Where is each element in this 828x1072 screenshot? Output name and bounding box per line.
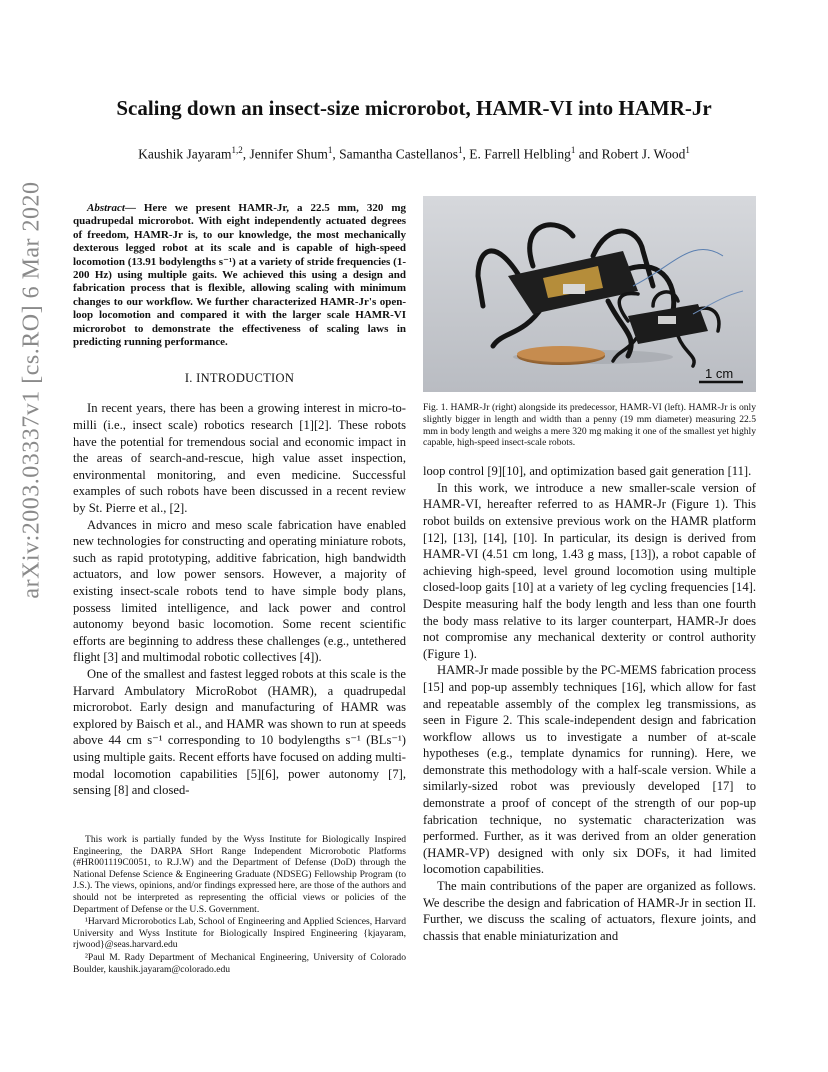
section-heading-introduction: I. INTRODUCTION: [184, 371, 295, 386]
author-separator: ,: [332, 146, 340, 162]
author-affiliation-marker: 1: [457, 145, 463, 155]
right-column: [423, 196, 756, 944]
author-affiliation-marker: 1: [570, 145, 576, 155]
right-paragraph-1: loop control [9][10], and optimization based gait generation [11].: [423, 464, 752, 479]
author-affiliation-marker: 1,2: [231, 145, 243, 155]
figure-1-photo: [423, 196, 756, 392]
author-name: Robert J. Wood: [601, 146, 686, 162]
robots-photo-illustration: [423, 196, 756, 392]
figure-1-caption: Fig. 1. HAMR-Jr (right) alongside its predecessor, HAMR-VI (left). HAMR-Jr is only slightly bigger in length and width than a penny (19 mm diameter) measuring 22.5 mm in body length and weighs a mere 320 mg making it one of the smallest yet highly capable, high-speed insect-scale robots.: [423, 402, 756, 449]
footnotes: [73, 834, 406, 976]
left-column: [73, 202, 406, 799]
abstract-label: Abstract: [87, 202, 125, 214]
abstract: [73, 202, 406, 349]
intro-paragraph-1: In recent years, there has been a growing interest in micro-to-milli (i.e., insect scale) robotics research [1][2]. These robots have the potential for tremendous social and economic impact in the areas of search-and-rescue, high value asset inspection, environmental monitoring, and even medicine. Successful examples of such robots have been discussed in a recent review by St. Pierre et al., [2].: [73, 401, 406, 516]
intro-paragraph-3: One of the smallest and fastest legged robots at this scale is the Harvard Ambulatory MicroRobot (HAMR), a quadrupedal microrobot. Early design and manufacturing of HAMR was explored by Baisch et al., and HAMR was shown to run at speeds above 44 cm s⁻¹ corresponding to 10 bodylengths s⁻¹ (BLs⁻¹) using multiple gaits. Recent efforts have focused on adding multi-modal locomotion capabilities [5][6], power autonomy [7], sensing [8] and closed-: [73, 666, 406, 798]
author-separator: ,: [462, 146, 470, 162]
abstract-dash: —: [124, 202, 144, 214]
author-affiliation-marker: 1: [685, 145, 690, 155]
footnote-affiliation-2: ²Paul M. Rady Department of Mechanical Engineering, University of Colorado Boulder, kaushik.jayaram@colorado.edu: [73, 951, 406, 975]
right-paragraph-2: In this work, we introduce a new smaller-scale version of HAMR-VI, hereafter referred to as HAMR-Jr (Figure 1). This robot builds on extensive previous work on the HAMR platform [12], [13], [14], [10]. In particular, its design is derived from HAMR-VI (4.51 cm long, 1.43 g mass, [13]), a robot capable of achieving high-speed, level ground locomotion using multiple closed-loop gaits [10] at a variety of leg cycling frequencies [14]. Despite measuring half the body length and less than one fourth the body mass relative to its larger counterpart, HAMR-Jr does not compromise any mechanical dexterity or control authority (Figure 1).: [423, 480, 756, 661]
footnote-funding: This work is partially funded by the Wyss Institute for Biologically Inspired Engineering, the DARPA SHort Range Independent Microrobotic Platforms (#HR001119C0051, to R.J.W) and the Department of Defense (DoD) through the National Defense Science & Engineering Graduate (NDSEG) Fellowship Program (to J.S.). The views, opinions, and/or findings expressed here, are those of the authors and should not be interpreted as representing the official views or policies of the Department of Defense or the U.S. Government.: [73, 834, 406, 915]
author-name: E. Farrell Helbling: [469, 146, 571, 162]
author-name: Kaushik Jayaram: [138, 146, 232, 162]
abstract-text: Here we present HAMR-Jr, a 22.5 mm, 320 mg quadrupedal microrobot. With eight independently actuated degrees of freedom, HAMR-Jr is, to our knowledge, the most mechanically dexterous legged robot at its scale and is capable of high-speed locomotion (13.91 bodylengths s⁻¹) at a variety of stride frequencies (1-200 Hz) using multiple gaits. We achieved this using a design and fabrication process that is flexible, allowing scaling with minimum changes to our workflow. We further characterized HAMR-Jr's open-loop locomotion and compared it with the larger scale HAMR-VI microrobot to demonstrate the effectiveness of scaling laws in predicting running performance.: [73, 202, 407, 349]
right-paragraph-4: The main contributions of the paper are organized as follows. We describe the design and fabrication of HAMR-Jr in section II. Further, we discuss the scaling of actuators, flexure joints, and chassis that enable miniaturization and: [423, 879, 756, 943]
author-separator: ,: [242, 146, 250, 162]
scale-bar-label: 1 cm: [705, 366, 734, 381]
right-paragraph-3: HAMR-Jr made possible by the PC-MEMS fabrication process [15] and pop-up assembly techniques [16], which allow for fast and repeatable assembly of the complex leg transmissions, as seen in Figure 2. This scale-independent design and fabrication workflow allows us to investigate a number of at-scale hypotheses (e.g., template dynamics for running). Here, we demonstrate this methodology with a half-scale version. While a similarly-sized robot was previously developed [17] to demonstrate a proof of concept of the strength of our pop-up fabrication technique, no systematic characterization was performed. Further, as it was derived from an older generation (HAMR-VP) designed with only six DOFs, it had limited locomotion capabilities.: [423, 663, 756, 877]
footnote-affiliation-1: ¹Harvard Microrobotics Lab, School of Engineering and Applied Sciences, Harvard University and Wyss Institute for Biologically Inspired Engineering {kjayaram, rjwood}@seas.harvard.edu: [73, 916, 406, 951]
author-name: Samantha Castellanos: [339, 146, 458, 162]
author-name: Jennifer Shum: [249, 146, 328, 162]
paper-title: Scaling down an insect-size microrobot, HAMR-VI into HAMR-Jr: [116, 96, 712, 120]
intro-paragraph-2: Advances in micro and meso scale fabrication have enabled new technologies for constructing and operating miniature robots, such as rapid prototyping, additive fabrication, high bandwidth actuators, and low power sensors. However, a majority of existing insect-scale robots tend to have simple body plans, possess limited intelligence, and lack power and control autonomy beyond basic locomotion. Some recent scientific efforts are beginning to address these challenges (e.g., untethered flight [3] and multimodal robotic collectives [4]).: [73, 517, 406, 665]
arxiv-side-stamp: arXiv:2003.03337v1 [cs.RO] 6 Mar 2020: [18, 181, 45, 599]
author-separator: and: [575, 146, 602, 162]
author-list: [40, 145, 788, 163]
author-affiliation-marker: 1: [327, 145, 333, 155]
